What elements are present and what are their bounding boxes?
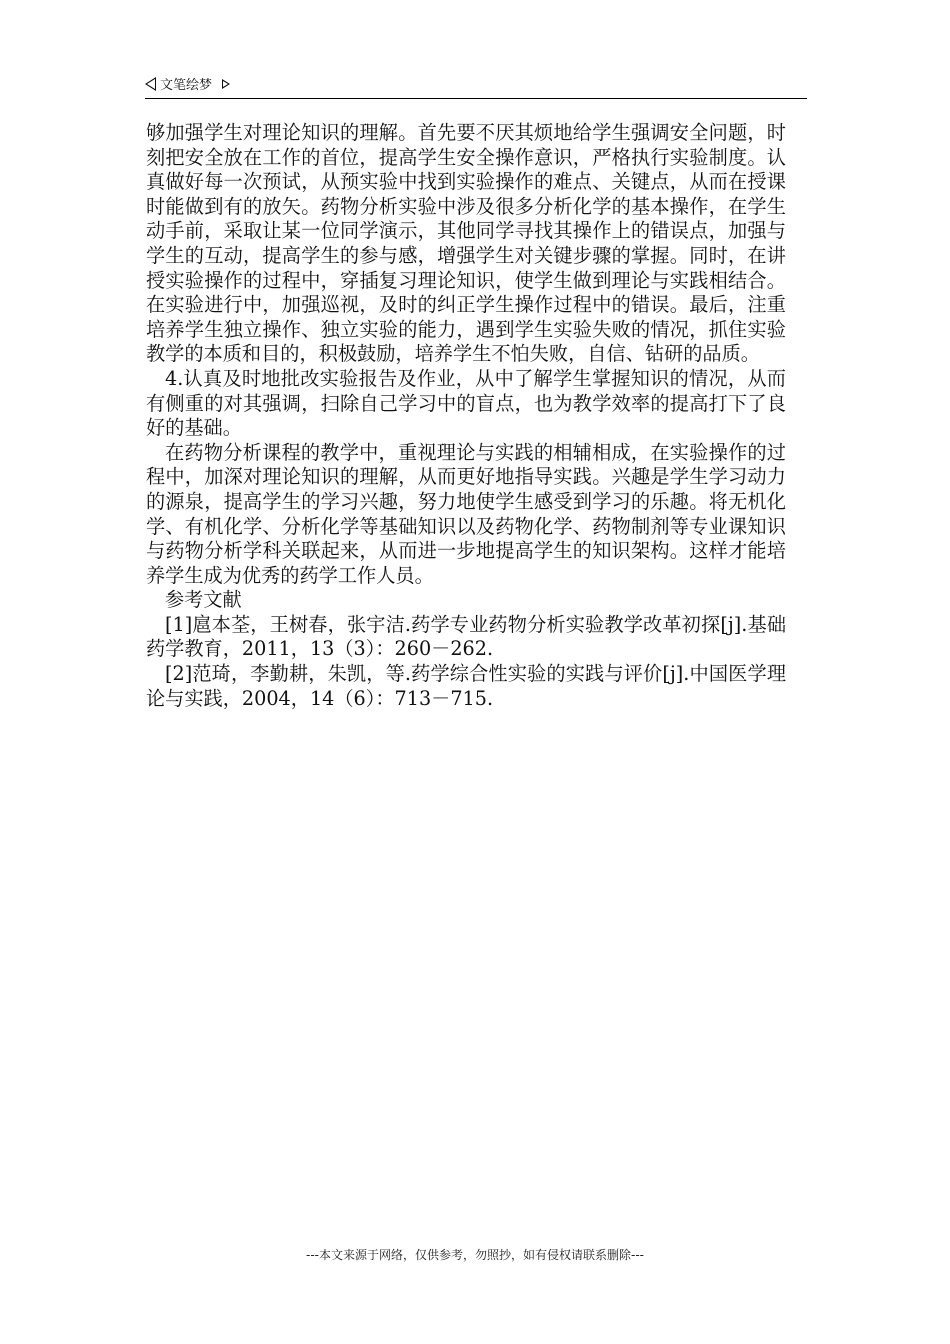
reference-item: [2]范琦，李勤耕，朱凯，等.药学综合性实验的实践与评价[j].中国医学理论与实践，2004，14（6）：713－715. (146, 662, 786, 710)
paragraph: 4.认真及时地批改实验报告及作业，从中了解学生掌握知识的情况，从而有侧重的对其强调，扫除自己学习中的盲点，也为教学效率的提高打下了良好的基础。 (146, 366, 786, 440)
paragraph: 在药物分析课程的教学中，重视理论与实践的相辅相成，在实验操作的过程中，加深对理论知识的理解，从而更好地指导实践。兴趣是学生学习动力的源泉，提高学生的学习兴趣，努力地使学生感受到学习的乐趣。将无机化学、有机化学、分析化学等基础知识以及药物化学、药物制剂等专业课知识与药物分析学科关联起来，从而进一步地提高学生的知识架构。这样才能培养学生成为优秀的药学工作人员。 (146, 440, 786, 587)
header-brand (145, 74, 230, 93)
triangle-left-icon (145, 77, 156, 91)
page-header (145, 74, 807, 99)
document-body (146, 121, 786, 711)
paragraph: 够加强学生对理论知识的理解。首先要不厌其烦地给学生强调安全问题，时刻把安全放在工作的首位，提高学生安全操作意识，严格执行实验制度。认真做好每一次预试，从预实验中找到实验操作的难点、关键点，从而在授课时能做到有的放矢。药物分析实验中涉及很多分析化学的基本操作，在学生动手前，采取让某一位同学演示，其他同学寻找其操作上的错误点，加强与学生的互动，提高学生的参与感，增强学生对关键步骤的掌握。同时，在讲授实验操作的过程中，穿插复习理论知识，使学生做到理论与实践相结合。在实验进行中，加强巡视，及时的纠正学生操作过程中的错误。最后，注重培养学生独立操作、独立实验的能力，遇到学生实验失败的情况，抓住实验教学的本质和目的，积极鼓励，培养学生不怕失败，自信、钻研的品质。 (146, 121, 786, 366)
reference-item: [1]扈本荃，王树春，张宇洁.药学专业药物分析实验教学改革初探[j].基础药学教育，2011，13（3）：260－262. (146, 612, 786, 661)
brand-name: 文笔绘梦 (160, 78, 213, 93)
references-heading: 参考文献 (165, 588, 242, 612)
triangle-right-icon (222, 79, 230, 89)
footer-notice: ---本文来源于网络，仅供参考，勿照抄，如有侵权请联系删除--- (306, 1248, 644, 1262)
